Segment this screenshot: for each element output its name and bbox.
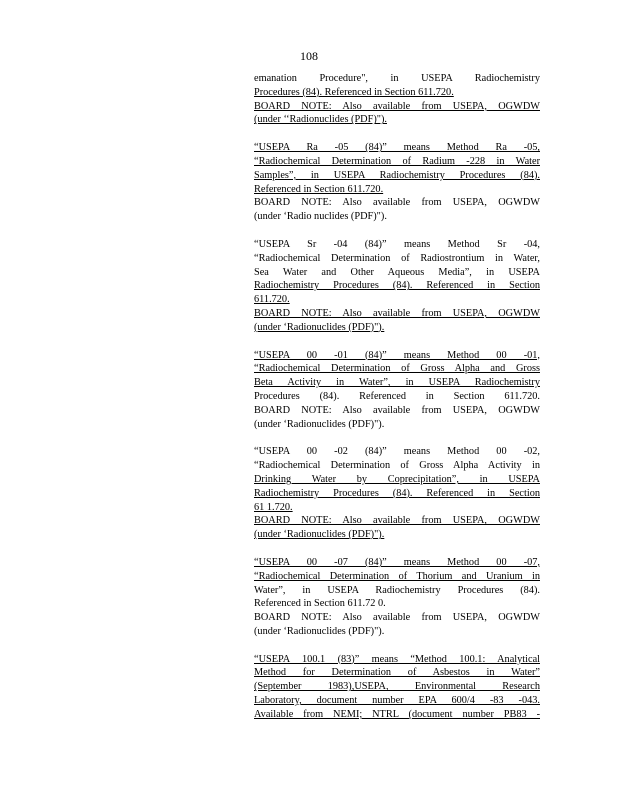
text-line: emanation Procedure", in USEPA Radiochemistry bbox=[254, 73, 540, 84]
text-line: (under ‘Radio nuclides (PDF)"). bbox=[254, 211, 387, 223]
text-line: Procedures (84). Referenced in Section 611.720. bbox=[254, 390, 540, 402]
text-line: “Radiochemical Determination of Gross Alpha and Gross bbox=[254, 363, 540, 375]
text-line: Sea Water and Other Aqueous Media”, in USEPA bbox=[254, 266, 540, 278]
page-number: 108 bbox=[300, 49, 318, 63]
text-line: Referenced in Section 611.72 0. bbox=[254, 598, 386, 610]
text-line: “USEPA 00 -02 (84)” means Method 00 -02, bbox=[254, 446, 540, 458]
text-line: Drinking Water by Coprecipitation”, in USEPA bbox=[254, 473, 540, 485]
definition-entry bbox=[254, 653, 540, 722]
text-line: Beta Activity in Water”, in USEPA Radiochemistry bbox=[254, 377, 540, 389]
text-line: Referenced in Section 611.720. bbox=[254, 183, 384, 195]
text-line: Samples”, in USEPA Radiochemistry Procedures (84). bbox=[254, 169, 540, 181]
text-line: “Radiochemical Determination of Gross Alpha Activity in bbox=[254, 460, 540, 472]
text-line: Laboratory, document number EPA 600/4 -83 -043. bbox=[254, 695, 540, 707]
text-line: 61 1.720. bbox=[254, 501, 293, 513]
text-line: (under ‘‘Radionuclides (PDF)"). bbox=[254, 114, 387, 126]
text-line: (under ‘Radionuclides (PDF)"). bbox=[254, 321, 385, 333]
text-line: BOARD NOTE: Also available from USEPA, OGWDW bbox=[254, 515, 540, 527]
text-line: “USEPA 00 -07 (84)” means Method 00 -07, bbox=[254, 556, 540, 568]
text-line: “USEPA 00 -01 (84)” means Method 00 -01, bbox=[254, 349, 540, 361]
definition-entry bbox=[254, 238, 540, 335]
text-line: BOARD NOTE: Also available from USEPA, OGWDW bbox=[254, 307, 540, 319]
text-line: (under ‘Radionuclides (PDF)"). bbox=[254, 418, 385, 430]
text-line: Method for Determination of Asbestos in Water” bbox=[254, 667, 540, 679]
text-line: Procedures (84). Referenced in Section 611.720. bbox=[254, 86, 454, 98]
definition-entry bbox=[254, 445, 540, 542]
text-line: “Radiochemical Determination of Radiostrontium in Water, bbox=[254, 252, 540, 264]
document-body bbox=[254, 72, 540, 736]
text-line: 611.720. bbox=[254, 294, 290, 306]
definition-entry bbox=[254, 141, 540, 224]
text-line: BOARD NOTE: Also available from USEPA, OGWDW bbox=[254, 197, 540, 209]
text-line: “Radiochemical Determination of Radium -228 in Water bbox=[254, 155, 540, 167]
text-line: BOARD NOTE: Also available from USEPA, OGWDW bbox=[254, 100, 540, 112]
text-line: “USEPA Ra -05 (84)” means Method Ra -05, bbox=[254, 142, 540, 154]
text-line: BOARD NOTE: Also available from USEPA, OGWDW bbox=[254, 612, 540, 624]
text-line: Radiochemistry Procedures (84). Referenced in Section bbox=[254, 487, 540, 499]
definition-entry bbox=[254, 72, 540, 127]
definition-entry bbox=[254, 556, 540, 639]
text-line: (under ‘Radionuclides (PDF)"). bbox=[254, 529, 385, 541]
text-line: Radiochemistry Procedures (84). Referenced in Section bbox=[254, 280, 540, 292]
text-line: “Radiochemical Determination of Thorium and Uranium in bbox=[254, 570, 540, 582]
text-line: Water”, in USEPA Radiochemistry Procedures (84). bbox=[254, 584, 540, 596]
text-line: (under ‘Radionuclides (PDF)"). bbox=[254, 625, 385, 637]
text-line: Available from NEMI; NTRL (document number PB83 - bbox=[254, 708, 540, 720]
text-line: BOARD NOTE: Also available from USEPA, OGWDW bbox=[254, 404, 540, 416]
text-line: (September 1983),USEPA, Environmental Research bbox=[254, 681, 540, 693]
text-line: “USEPA Sr -04 (84)” means Method Sr -04, bbox=[254, 238, 540, 250]
definition-entry bbox=[254, 349, 540, 432]
text-line: “USEPA 100.1 (83)” means “Method 100.1: Analytical bbox=[254, 653, 540, 665]
